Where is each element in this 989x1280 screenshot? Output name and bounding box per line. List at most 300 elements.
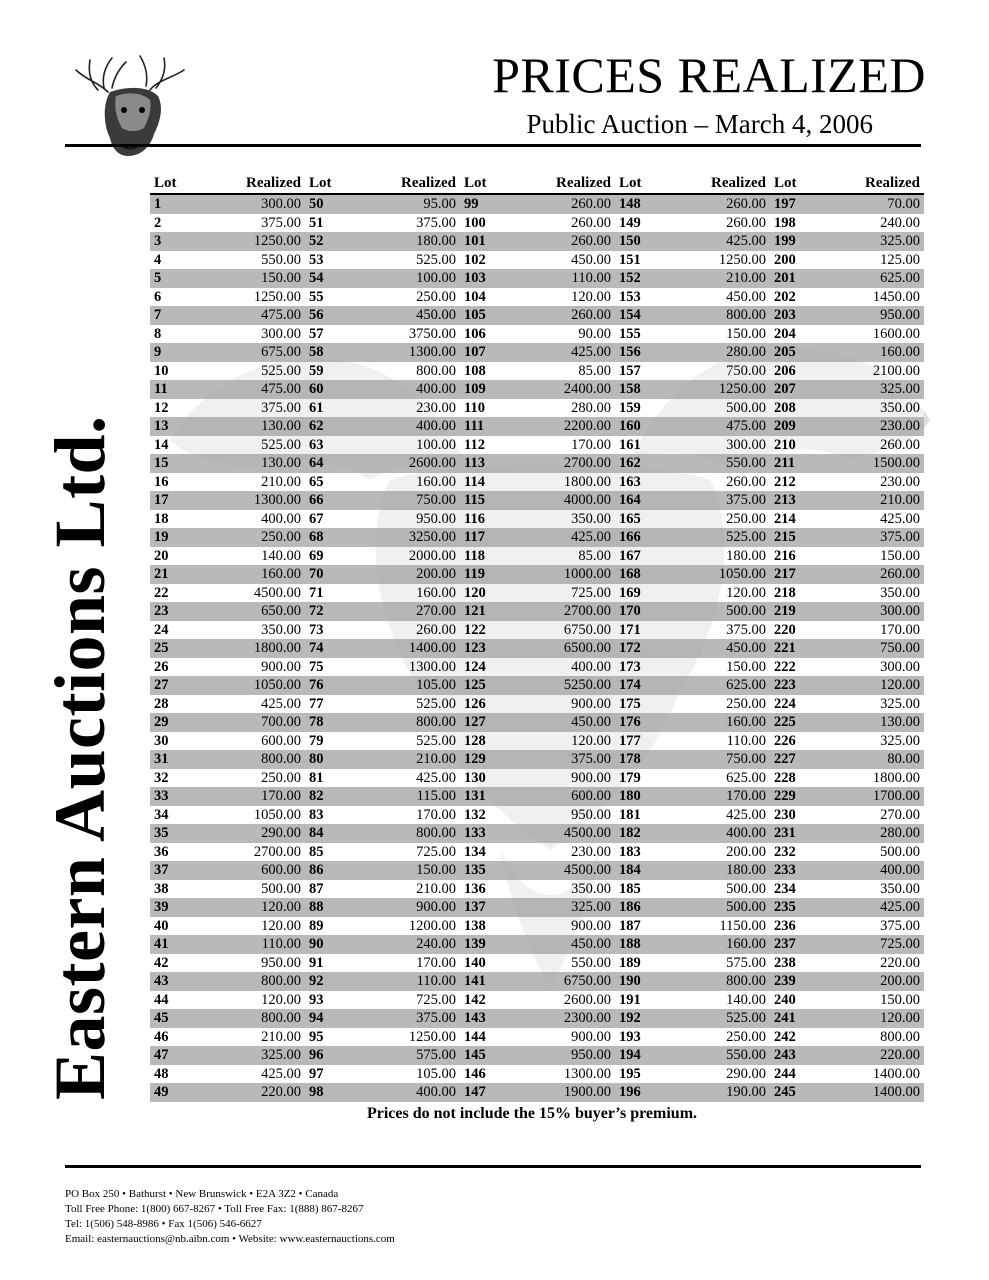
realized-price: 375.00 bbox=[353, 1009, 460, 1028]
realized-price: 450.00 bbox=[663, 288, 770, 307]
lot-number: 195 bbox=[615, 1065, 663, 1084]
lot-number: 208 bbox=[770, 399, 818, 418]
page-title: PRICES REALIZED bbox=[492, 47, 926, 103]
header-realized: Realized bbox=[663, 174, 770, 194]
realized-price: 2000.00 bbox=[353, 547, 460, 566]
realized-price: 110.00 bbox=[663, 732, 770, 751]
realized-price: 260.00 bbox=[663, 473, 770, 492]
lot-number: 93 bbox=[305, 991, 353, 1010]
realized-price: 725.00 bbox=[353, 991, 460, 1010]
lot-number: 202 bbox=[770, 288, 818, 307]
realized-price: 300.00 bbox=[818, 602, 924, 621]
lot-number: 241 bbox=[770, 1009, 818, 1028]
realized-price: 500.00 bbox=[818, 843, 924, 862]
realized-price: 120.00 bbox=[663, 584, 770, 603]
realized-price: 300.00 bbox=[198, 194, 305, 214]
lot-number: 96 bbox=[305, 1046, 353, 1065]
realized-price: 80.00 bbox=[818, 750, 924, 769]
realized-price: 425.00 bbox=[353, 769, 460, 788]
realized-price: 325.00 bbox=[818, 695, 924, 714]
realized-price: 120.00 bbox=[508, 732, 615, 751]
lot-number: 57 bbox=[305, 325, 353, 344]
realized-price: 180.00 bbox=[663, 547, 770, 566]
realized-price: 550.00 bbox=[508, 954, 615, 973]
realized-price: 525.00 bbox=[353, 251, 460, 270]
table-row bbox=[150, 713, 924, 732]
lot-number: 218 bbox=[770, 584, 818, 603]
realized-price: 210.00 bbox=[353, 750, 460, 769]
realized-price: 425.00 bbox=[818, 898, 924, 917]
table-row bbox=[150, 565, 924, 584]
realized-price: 375.00 bbox=[353, 214, 460, 233]
lot-number: 244 bbox=[770, 1065, 818, 1084]
realized-price: 400.00 bbox=[818, 861, 924, 880]
lot-number: 173 bbox=[615, 658, 663, 677]
realized-price: 260.00 bbox=[663, 214, 770, 233]
lot-number: 36 bbox=[150, 843, 198, 862]
lot-number: 89 bbox=[305, 917, 353, 936]
lot-number: 73 bbox=[305, 621, 353, 640]
lot-number: 190 bbox=[615, 972, 663, 991]
realized-price: 1300.00 bbox=[508, 1065, 615, 1084]
realized-price: 200.00 bbox=[663, 843, 770, 862]
lot-number: 14 bbox=[150, 436, 198, 455]
realized-price: 1050.00 bbox=[663, 565, 770, 584]
lot-number: 62 bbox=[305, 417, 353, 436]
lot-number: 199 bbox=[770, 232, 818, 251]
lot-number: 142 bbox=[460, 991, 508, 1010]
lot-number: 107 bbox=[460, 343, 508, 362]
lot-number: 101 bbox=[460, 232, 508, 251]
lot-number: 132 bbox=[460, 806, 508, 825]
lot-number: 41 bbox=[150, 935, 198, 954]
lot-number: 95 bbox=[305, 1028, 353, 1047]
realized-price: 210.00 bbox=[198, 1028, 305, 1047]
table-row bbox=[150, 251, 924, 270]
realized-price: 110.00 bbox=[198, 935, 305, 954]
lot-number: 91 bbox=[305, 954, 353, 973]
lot-number: 90 bbox=[305, 935, 353, 954]
realized-price: 325.00 bbox=[818, 732, 924, 751]
realized-price: 1250.00 bbox=[353, 1028, 460, 1047]
realized-price: 110.00 bbox=[353, 972, 460, 991]
lot-number: 104 bbox=[460, 288, 508, 307]
realized-price: 250.00 bbox=[198, 769, 305, 788]
realized-price: 900.00 bbox=[198, 658, 305, 677]
lot-number: 155 bbox=[615, 325, 663, 344]
lot-number: 204 bbox=[770, 325, 818, 344]
realized-price: 800.00 bbox=[198, 750, 305, 769]
realized-price: 900.00 bbox=[508, 1028, 615, 1047]
lot-number: 160 bbox=[615, 417, 663, 436]
footer-toll-free: Toll Free Phone: 1(800) 667-8267 • Toll Free Fax: 1(888) 867-8267 bbox=[65, 1203, 364, 1215]
table-header-row bbox=[150, 174, 924, 194]
realized-price: 130.00 bbox=[198, 454, 305, 473]
realized-price: 900.00 bbox=[508, 695, 615, 714]
lot-number: 84 bbox=[305, 824, 353, 843]
lot-number: 198 bbox=[770, 214, 818, 233]
lot-number: 13 bbox=[150, 417, 198, 436]
realized-price: 400.00 bbox=[353, 380, 460, 399]
realized-price: 425.00 bbox=[663, 806, 770, 825]
realized-price: 550.00 bbox=[198, 251, 305, 270]
realized-price: 290.00 bbox=[198, 824, 305, 843]
lot-number: 178 bbox=[615, 750, 663, 769]
lot-number: 60 bbox=[305, 380, 353, 399]
realized-price: 230.00 bbox=[508, 843, 615, 862]
realized-price: 625.00 bbox=[663, 676, 770, 695]
lot-number: 10 bbox=[150, 362, 198, 381]
lot-number: 37 bbox=[150, 861, 198, 880]
realized-price: 950.00 bbox=[508, 1046, 615, 1065]
realized-price: 1200.00 bbox=[353, 917, 460, 936]
realized-price: 300.00 bbox=[818, 658, 924, 677]
table-row bbox=[150, 1009, 924, 1028]
table-row bbox=[150, 695, 924, 714]
lot-number: 68 bbox=[305, 528, 353, 547]
realized-price: 525.00 bbox=[663, 1009, 770, 1028]
realized-price: 250.00 bbox=[663, 1028, 770, 1047]
table-row bbox=[150, 1046, 924, 1065]
lot-number: 163 bbox=[615, 473, 663, 492]
realized-price: 210.00 bbox=[353, 880, 460, 899]
lot-number: 164 bbox=[615, 491, 663, 510]
realized-price: 525.00 bbox=[353, 732, 460, 751]
realized-price: 85.00 bbox=[508, 362, 615, 381]
lot-number: 19 bbox=[150, 528, 198, 547]
lot-number: 48 bbox=[150, 1065, 198, 1084]
company-name: Eastern Auctions Ltd. bbox=[40, 415, 120, 1100]
realized-price: 350.00 bbox=[508, 880, 615, 899]
realized-price: 800.00 bbox=[198, 1009, 305, 1028]
table-row bbox=[150, 1065, 924, 1084]
lot-number: 166 bbox=[615, 528, 663, 547]
realized-price: 725.00 bbox=[508, 584, 615, 603]
realized-price: 750.00 bbox=[353, 491, 460, 510]
lot-number: 191 bbox=[615, 991, 663, 1010]
lot-number: 117 bbox=[460, 528, 508, 547]
lot-number: 34 bbox=[150, 806, 198, 825]
footer-contact bbox=[65, 1187, 395, 1247]
realized-price: 150.00 bbox=[663, 658, 770, 677]
footer-tel-fax: Tel: 1(506) 548-8986 • Fax 1(506) 546-6627 bbox=[65, 1218, 262, 1230]
lot-number: 112 bbox=[460, 436, 508, 455]
lot-number: 201 bbox=[770, 269, 818, 288]
realized-price: 180.00 bbox=[353, 232, 460, 251]
lot-number: 72 bbox=[305, 602, 353, 621]
lot-number: 222 bbox=[770, 658, 818, 677]
realized-price: 85.00 bbox=[508, 547, 615, 566]
realized-price: 4500.00 bbox=[198, 584, 305, 603]
lot-number: 212 bbox=[770, 473, 818, 492]
table-row bbox=[150, 343, 924, 362]
lot-number: 188 bbox=[615, 935, 663, 954]
lot-number: 200 bbox=[770, 251, 818, 270]
realized-price: 500.00 bbox=[663, 399, 770, 418]
lot-number: 242 bbox=[770, 1028, 818, 1047]
realized-price: 1250.00 bbox=[198, 288, 305, 307]
realized-price: 1300.00 bbox=[353, 343, 460, 362]
lot-number: 176 bbox=[615, 713, 663, 732]
realized-price: 150.00 bbox=[663, 325, 770, 344]
realized-price: 1150.00 bbox=[663, 917, 770, 936]
table-row bbox=[150, 861, 924, 880]
lot-number: 185 bbox=[615, 880, 663, 899]
table-row bbox=[150, 769, 924, 788]
realized-price: 325.00 bbox=[818, 232, 924, 251]
lot-number: 172 bbox=[615, 639, 663, 658]
realized-price: 1050.00 bbox=[198, 676, 305, 695]
lot-number: 211 bbox=[770, 454, 818, 473]
realized-price: 425.00 bbox=[818, 510, 924, 529]
table-row bbox=[150, 1083, 924, 1102]
lot-number: 33 bbox=[150, 787, 198, 806]
realized-price: 550.00 bbox=[663, 454, 770, 473]
realized-price: 725.00 bbox=[818, 935, 924, 954]
lot-number: 102 bbox=[460, 251, 508, 270]
lot-number: 159 bbox=[615, 399, 663, 418]
table-row bbox=[150, 991, 924, 1010]
table-row bbox=[150, 232, 924, 251]
realized-price: 2700.00 bbox=[198, 843, 305, 862]
lot-number: 15 bbox=[150, 454, 198, 473]
lot-number: 237 bbox=[770, 935, 818, 954]
lot-number: 20 bbox=[150, 547, 198, 566]
table-row bbox=[150, 417, 924, 436]
lot-number: 189 bbox=[615, 954, 663, 973]
lot-number: 217 bbox=[770, 565, 818, 584]
realized-price: 200.00 bbox=[818, 972, 924, 991]
lot-number: 39 bbox=[150, 898, 198, 917]
realized-price: 1900.00 bbox=[508, 1083, 615, 1102]
lot-number: 25 bbox=[150, 639, 198, 658]
table-row bbox=[150, 787, 924, 806]
table-row bbox=[150, 898, 924, 917]
lot-number: 169 bbox=[615, 584, 663, 603]
lot-number: 17 bbox=[150, 491, 198, 510]
lot-number: 66 bbox=[305, 491, 353, 510]
lot-number: 221 bbox=[770, 639, 818, 658]
realized-price: 1800.00 bbox=[198, 639, 305, 658]
lot-number: 22 bbox=[150, 584, 198, 603]
realized-price: 350.00 bbox=[818, 399, 924, 418]
realized-price: 500.00 bbox=[663, 898, 770, 917]
lot-number: 76 bbox=[305, 676, 353, 695]
lot-number: 110 bbox=[460, 399, 508, 418]
lot-number: 43 bbox=[150, 972, 198, 991]
realized-price: 230.00 bbox=[353, 399, 460, 418]
realized-price: 1250.00 bbox=[198, 232, 305, 251]
auction-subtitle: Public Auction – March 4, 2006 bbox=[526, 109, 873, 139]
realized-price: 260.00 bbox=[663, 194, 770, 214]
realized-price: 400.00 bbox=[198, 510, 305, 529]
lot-number: 32 bbox=[150, 769, 198, 788]
table-row bbox=[150, 547, 924, 566]
table-row bbox=[150, 621, 924, 640]
realized-price: 120.00 bbox=[818, 1009, 924, 1028]
lot-number: 26 bbox=[150, 658, 198, 677]
realized-price: 600.00 bbox=[198, 732, 305, 751]
lot-number: 179 bbox=[615, 769, 663, 788]
table-row bbox=[150, 306, 924, 325]
realized-price: 240.00 bbox=[818, 214, 924, 233]
realized-price: 650.00 bbox=[198, 602, 305, 621]
realized-price: 260.00 bbox=[508, 306, 615, 325]
realized-price: 1250.00 bbox=[663, 251, 770, 270]
lot-number: 238 bbox=[770, 954, 818, 973]
realized-price: 450.00 bbox=[353, 306, 460, 325]
lot-number: 148 bbox=[615, 194, 663, 214]
realized-price: 110.00 bbox=[508, 269, 615, 288]
realized-price: 500.00 bbox=[198, 880, 305, 899]
lot-number: 1 bbox=[150, 194, 198, 214]
realized-price: 450.00 bbox=[663, 639, 770, 658]
realized-price: 170.00 bbox=[353, 806, 460, 825]
realized-price: 525.00 bbox=[198, 436, 305, 455]
realized-price: 1600.00 bbox=[818, 325, 924, 344]
realized-price: 270.00 bbox=[818, 806, 924, 825]
realized-price: 140.00 bbox=[198, 547, 305, 566]
lot-number: 94 bbox=[305, 1009, 353, 1028]
realized-price: 375.00 bbox=[198, 214, 305, 233]
realized-price: 800.00 bbox=[198, 972, 305, 991]
lot-number: 181 bbox=[615, 806, 663, 825]
realized-price: 100.00 bbox=[353, 269, 460, 288]
realized-price: 230.00 bbox=[818, 473, 924, 492]
realized-price: 250.00 bbox=[663, 510, 770, 529]
lot-number: 234 bbox=[770, 880, 818, 899]
realized-price: 2600.00 bbox=[353, 454, 460, 473]
realized-price: 900.00 bbox=[353, 898, 460, 917]
lot-number: 30 bbox=[150, 732, 198, 751]
lot-number: 219 bbox=[770, 602, 818, 621]
table-row bbox=[150, 824, 924, 843]
realized-price: 105.00 bbox=[353, 1065, 460, 1084]
realized-price: 350.00 bbox=[508, 510, 615, 529]
lot-number: 213 bbox=[770, 491, 818, 510]
realized-price: 375.00 bbox=[818, 917, 924, 936]
lot-number: 210 bbox=[770, 436, 818, 455]
lot-number: 182 bbox=[615, 824, 663, 843]
lot-number: 128 bbox=[460, 732, 508, 751]
lot-number: 197 bbox=[770, 194, 818, 214]
lot-number: 240 bbox=[770, 991, 818, 1010]
realized-price: 425.00 bbox=[508, 343, 615, 362]
realized-price: 900.00 bbox=[508, 917, 615, 936]
lot-number: 7 bbox=[150, 306, 198, 325]
lot-number: 143 bbox=[460, 1009, 508, 1028]
lot-number: 29 bbox=[150, 713, 198, 732]
lot-number: 42 bbox=[150, 954, 198, 973]
lot-number: 175 bbox=[615, 695, 663, 714]
table-row bbox=[150, 676, 924, 695]
lot-number: 53 bbox=[305, 251, 353, 270]
lot-number: 123 bbox=[460, 639, 508, 658]
realized-price: 425.00 bbox=[198, 695, 305, 714]
lot-number: 203 bbox=[770, 306, 818, 325]
realized-price: 280.00 bbox=[663, 343, 770, 362]
lot-number: 209 bbox=[770, 417, 818, 436]
lot-number: 205 bbox=[770, 343, 818, 362]
realized-price: 475.00 bbox=[198, 306, 305, 325]
lot-number: 124 bbox=[460, 658, 508, 677]
realized-price: 4000.00 bbox=[508, 491, 615, 510]
realized-price: 625.00 bbox=[818, 269, 924, 288]
realized-price: 125.00 bbox=[818, 251, 924, 270]
table-row bbox=[150, 917, 924, 936]
header-lot: Lot bbox=[770, 174, 818, 194]
realized-price: 160.00 bbox=[353, 584, 460, 603]
table-row bbox=[150, 380, 924, 399]
table-row bbox=[150, 954, 924, 973]
realized-price: 450.00 bbox=[508, 935, 615, 954]
realized-price: 4500.00 bbox=[508, 824, 615, 843]
lot-number: 215 bbox=[770, 528, 818, 547]
realized-price: 800.00 bbox=[353, 362, 460, 381]
realized-price: 5250.00 bbox=[508, 676, 615, 695]
table-row bbox=[150, 584, 924, 603]
realized-price: 120.00 bbox=[198, 991, 305, 1010]
lot-number: 23 bbox=[150, 602, 198, 621]
footer-address: PO Box 250 • Bathurst • New Brunswick • E2A 3Z2 • Canada bbox=[65, 1188, 339, 1200]
realized-price: 150.00 bbox=[818, 547, 924, 566]
realized-price: 105.00 bbox=[353, 676, 460, 695]
lot-number: 115 bbox=[460, 491, 508, 510]
lot-number: 174 bbox=[615, 676, 663, 695]
table-row bbox=[150, 454, 924, 473]
lot-number: 88 bbox=[305, 898, 353, 917]
lot-number: 137 bbox=[460, 898, 508, 917]
realized-price: 260.00 bbox=[818, 436, 924, 455]
lot-number: 220 bbox=[770, 621, 818, 640]
realized-price: 2100.00 bbox=[818, 362, 924, 381]
lot-number: 120 bbox=[460, 584, 508, 603]
lot-number: 35 bbox=[150, 824, 198, 843]
lot-number: 206 bbox=[770, 362, 818, 381]
realized-price: 1300.00 bbox=[198, 491, 305, 510]
lot-number: 125 bbox=[460, 676, 508, 695]
realized-price: 260.00 bbox=[508, 214, 615, 233]
realized-price: 4500.00 bbox=[508, 861, 615, 880]
realized-price: 1800.00 bbox=[818, 769, 924, 788]
lot-number: 3 bbox=[150, 232, 198, 251]
lot-number: 52 bbox=[305, 232, 353, 251]
table-row bbox=[150, 658, 924, 677]
lot-number: 226 bbox=[770, 732, 818, 751]
realized-price: 115.00 bbox=[353, 787, 460, 806]
lot-number: 49 bbox=[150, 1083, 198, 1102]
realized-price: 2700.00 bbox=[508, 602, 615, 621]
table-row bbox=[150, 806, 924, 825]
lot-number: 118 bbox=[460, 547, 508, 566]
lot-number: 167 bbox=[615, 547, 663, 566]
realized-price: 450.00 bbox=[508, 251, 615, 270]
lot-number: 38 bbox=[150, 880, 198, 899]
premium-note: Prices do not include the 15% buyer’s premium. bbox=[366, 1105, 698, 1122]
realized-price: 170.00 bbox=[818, 621, 924, 640]
lot-number: 225 bbox=[770, 713, 818, 732]
realized-price: 1000.00 bbox=[508, 565, 615, 584]
lot-number: 77 bbox=[305, 695, 353, 714]
realized-price: 160.00 bbox=[198, 565, 305, 584]
lot-number: 47 bbox=[150, 1046, 198, 1065]
lot-number: 109 bbox=[460, 380, 508, 399]
table-row bbox=[150, 399, 924, 418]
lot-number: 83 bbox=[305, 806, 353, 825]
realized-price: 950.00 bbox=[198, 954, 305, 973]
lot-number: 177 bbox=[615, 732, 663, 751]
lot-number: 233 bbox=[770, 861, 818, 880]
